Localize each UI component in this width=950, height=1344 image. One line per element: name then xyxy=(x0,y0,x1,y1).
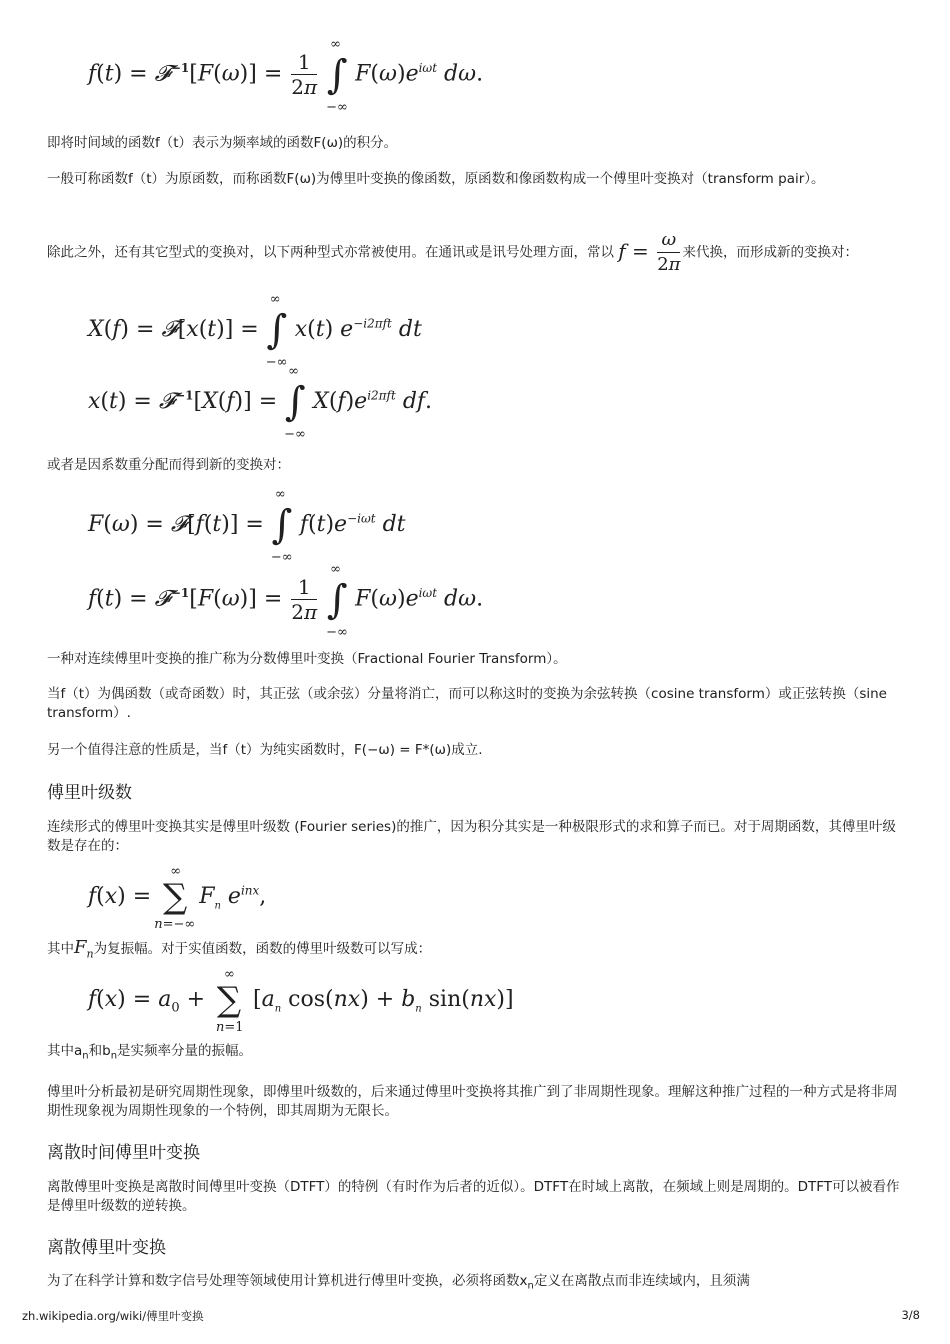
heading-dtft: 离散时间傅里叶变换 xyxy=(47,1143,200,1163)
paragraph-3 xyxy=(47,228,905,277)
equation-f-omega: f = $\frac{\omega}{2\pi}$ xyxy=(618,229,681,275)
equation-inverse-transform-omega: f(t) = 𝓕$^{-1}$[F(ω)] = $\frac{1}{2\pi}$ ∞ ∫ −∞ $F(\omega)e^{i\omega t}$ dω. xyxy=(88,561,484,640)
paragraph-13-part-b: 定义在离散点而非连续域内，且须满 xyxy=(533,1273,750,1289)
heading-dft: 离散傅里叶变换 xyxy=(47,1238,166,1258)
paragraph-3-part-b: 来代换，而形成新的变换对： xyxy=(682,244,858,261)
paragraph-10-part-a: 其中a xyxy=(47,1043,83,1059)
footer-url: zh.wikipedia.org/wiki/傅里叶变换 xyxy=(22,1309,204,1323)
paragraph-10-part-b: 和b xyxy=(88,1043,111,1059)
paragraph-1: 即将时间域的函数f（t）表示为频率域的函数F(ω)的积分。 xyxy=(47,135,398,151)
paragraph-6: 当f（t）为偶函数（或奇函数）时，其正弦（或余弦）分量将消亡，而可以称这时的变换为余弦转换（cosine transform）或正弦转换（sine transform）. xyxy=(47,686,887,721)
paragraph-10: 其中$a_n$和$b_n$是实频率分量的振幅。 xyxy=(47,1043,253,1062)
equation-inverse-transform-f: x(t) = 𝓕$^{-1}$[X(f)] = ∞ ∫ −∞ $X(f)e^{i2\pi ft}$ df. xyxy=(88,364,433,442)
paragraph-2: 一般可称函数f（t）为原函数，而称函数F(ω)为傅里叶变换的像函数，原函数和像函数构成一个傅里叶变换对（transform pair）。 xyxy=(47,171,825,187)
paragraph-10-part-c: 是实频率分量的振幅。 xyxy=(117,1043,253,1059)
equation-inverse-fourier: f(t) = 𝓕$^{-1}$[F(ω)] = $\frac{1}{2\pi}$ ∞ ∫ −∞ $F(\omega)e^{i\omega t}$ dω. xyxy=(88,36,484,115)
paragraph-13: 为了在科学计算和数字信号处理等领域使用计算机进行傅里叶变换，必须将函数$x_n$定义在离散点而非连续域内，且须满 xyxy=(47,1273,750,1292)
equation-fourier-series-complex: f(x) = ∞ ∑ n=−∞ $F_n$ $e^{inx}$, xyxy=(88,864,267,932)
paragraph-9-part-b: 为复振幅。对于实值函数，函数的傅里叶级数可以写成： xyxy=(93,941,432,957)
footer-page-number: 3/8 xyxy=(901,1308,920,1322)
heading-fourier-series: 傅里叶级数 xyxy=(47,783,132,803)
paragraph-9 xyxy=(47,938,905,964)
paragraph-13-part-a: 为了在科学计算和数字信号处理等领域使用计算机进行傅里叶变换，必须将函数x xyxy=(47,1273,528,1289)
symbol-fn: $F_n$ xyxy=(74,937,94,961)
paragraph-3-part-a: 除此之外，还有其它型式的变换对，以下两种型式亦常被使用。在通讯或是讯号处理方面，常以 xyxy=(47,244,614,261)
paragraph-4: 或者是因系数重分配而得到新的变换对： xyxy=(47,457,290,473)
paragraph-11: 傅里叶分析最初是研究周期性现象，即傅里叶级数的，后来通过傅里叶变换将其推广到了非周期性现象。理解这种推广过程的一种方式是将非周期性现象视为周期性现象的一个特例，即其周期为无限长。 xyxy=(47,1084,898,1119)
paragraph-12: 离散傅里叶变换是离散时间傅里叶变换（DTFT）的特例（有时作为后者的近似）。DTFT在时域上离散，在频域上则是周期的。DTFT可以被看作是傅里叶级数的逆转换。 xyxy=(47,1179,900,1214)
paragraph-8: 连续形式的傅里叶变换其实是傅里叶级数 (Fourier series)的推广，因为积分其实是一种极限形式的求和算子而已。对于周期函数，其傅里叶级数是存在的： xyxy=(47,819,896,854)
equation-forward-transform-omega: F(ω) = 𝓕[f(t)] = ∞ ∫ −∞ $f(t)e^{-i\omega t}$ dt xyxy=(88,487,406,565)
equation-fourier-series-real: $f(x) = a_0$ + ∞ ∑ n=1 [$a_n$ $\cos(nx) + b_n$ sin(nx)] xyxy=(88,967,514,1035)
equation-forward-transform-f: X(f) = 𝓕[x(t)] = ∞ ∫ −∞ x(t) $e^{-i2\pi ft}$ dt xyxy=(88,292,422,370)
paragraph-9-part-a: 其中 xyxy=(47,941,74,957)
paragraph-5: 一种对连续傅里叶变换的推广称为分数傅里叶变换（Fractional Fourier Transform）。 xyxy=(47,651,567,667)
paragraph-7: 另一个值得注意的性质是，当f（t）为纯实函数时，F(−ω) = F*(ω)成立. xyxy=(47,742,483,758)
